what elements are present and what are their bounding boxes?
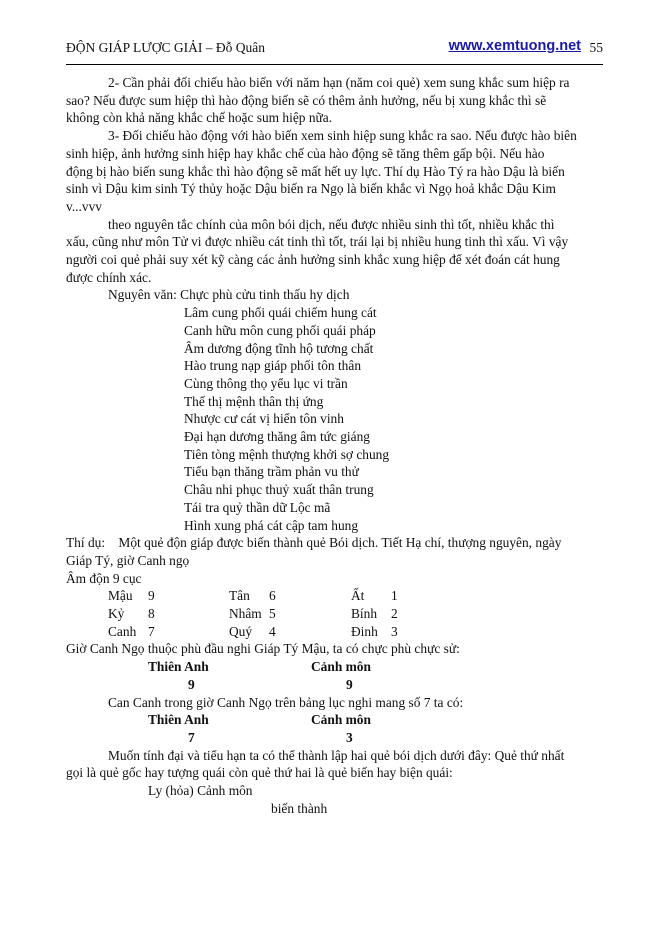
verse-line: Tiên tòng mệnh thượng khởi sợ chung xyxy=(184,446,390,462)
table-cell: 5 xyxy=(269,606,276,622)
ly-canh-mon: Ly (hỏa) Cảnh môn xyxy=(148,783,253,799)
text-line: không còn khả năng khắc chế hoặc sum hiệp nữa. xyxy=(66,110,333,126)
verse-line: Nhược cư cát vị hiển tôn vinh xyxy=(184,411,344,427)
heading-row-2 xyxy=(66,711,603,729)
verse-line: Hào trung nạp giáp phối tôn thân xyxy=(184,358,362,374)
text-line: được chính xác. xyxy=(66,269,152,285)
table-cell: 7 xyxy=(148,623,155,639)
verse-line: Hình xung phá cát cập tam hung xyxy=(184,517,359,533)
text-line: v...vvv xyxy=(66,198,102,214)
ly-row xyxy=(66,782,603,800)
verse-line: Tái tra quỷ thần dữ Lộc mã xyxy=(184,499,331,515)
table-cell: Canh xyxy=(108,623,137,639)
example-text: Một quẻ độn giáp được biến thành quẻ Bói dịch. Tiết Hạ chí, thượng nguyên, ngày xyxy=(118,535,562,551)
table-row xyxy=(66,587,603,605)
table-cell: Kỷ xyxy=(108,606,125,622)
table-cell: 9 xyxy=(148,588,155,604)
table-cell: Mậu xyxy=(108,588,133,604)
heading-left-number: 7 xyxy=(188,729,195,745)
text-line: xấu, cũng như môn Tử vi được nhiều cát tinh thì tốt, trái lại bị nhiều hung tinh thì xấu. Vì vậy xyxy=(66,234,569,250)
example-first-line xyxy=(66,534,603,552)
paragraph-2 xyxy=(66,127,603,216)
heading-left: Thiên Anh xyxy=(148,659,209,675)
heading-right-number: 9 xyxy=(346,676,353,692)
heading-left-number: 9 xyxy=(188,676,195,692)
page-number: 55 xyxy=(589,40,603,55)
table-cell: 3 xyxy=(391,623,398,639)
heading-left: Thiên Anh xyxy=(148,712,209,728)
heading-right: Cảnh môn xyxy=(311,659,371,675)
am-don-line: Âm độn 9 cục xyxy=(66,570,142,586)
gio-canh-ngo-line: Giờ Canh Ngọ thuộc phù đầu nghi Giáp Tý Mậu, ta có chực phù chực sử: xyxy=(66,641,460,657)
verse-line: Chực phù cửu tinh thấu hy dịch xyxy=(180,287,350,303)
verse-line: Lâm cung phối quái chiếm hung cát xyxy=(184,305,377,321)
text-line: sao? Nếu được sum hiệp thì hào động biến sẽ có thêm ảnh hưởng, nếu bị xung khắc thì sẽ xyxy=(66,92,547,108)
can-canh-line: Can Canh trong giờ Canh Ngọ trên bảng lục nghi mang số 7 ta có: xyxy=(108,694,464,710)
text-line: 3- Đối chiếu hào động với hào biến xem sinh hiệp sung khắc ra sao. Nếu được hào biên xyxy=(108,128,577,144)
table-cell: Đinh xyxy=(351,623,378,639)
heading-row-1 xyxy=(66,658,603,676)
table-cell: Ất xyxy=(351,588,365,604)
text-line: 2- Cần phải đối chiếu hào biến với năm hạn (năm coi quẻ) xem sung khắc sum hiệp ra xyxy=(108,75,570,90)
text-line: người coi quẻ phải suy xét kỹ càng các ảnh hưởng sinh khắc xung hiệp để xét đoán cát hung xyxy=(66,252,560,268)
verse-line: Đại hạn dương thăng âm tức giáng xyxy=(184,429,370,445)
table-cell: 8 xyxy=(148,606,155,622)
text-line: sinh hiệp, ảnh hưởng sinh hiệp hay khắc chế của hào động sẽ tăng thêm gấp bội. Nếu hào xyxy=(66,145,545,161)
page-header xyxy=(66,38,603,65)
verse-line: Cùng thông thọ yểu lục vi trần xyxy=(184,375,348,391)
verse-line: Thế thị mệnh thân thị ứng xyxy=(184,393,324,409)
table-cell: Nhâm xyxy=(229,606,262,622)
book-title: ĐỘN GIÁP LƯỢC GIẢI – Đỗ Quân xyxy=(66,40,265,55)
verse-line: Âm dương động tĩnh hộ tương chất xyxy=(184,340,374,356)
bien-thanh-row xyxy=(66,800,603,818)
table-cell: Bính xyxy=(351,606,378,622)
table-row xyxy=(66,605,603,623)
example-label: Thí dụ: xyxy=(66,535,106,551)
paragraph-1 xyxy=(66,74,603,127)
verse-line: Tiểu bạn thăng trầm phản vu thử xyxy=(184,464,359,480)
paragraph-3 xyxy=(66,216,603,287)
example-text-line2: Giáp Tý, giờ Canh ngọ xyxy=(66,552,190,568)
table-cell: Tân xyxy=(229,588,250,604)
website-link[interactable]: www.xemtuong.net xyxy=(448,38,581,54)
heading-right-number: 3 xyxy=(346,729,353,745)
verse-first-line xyxy=(66,286,603,304)
text-line: động bị hào biến sung khắc thì hào động sẽ mất hết uy lực. Thí dụ Hào Tý ra hào Dậu là biến xyxy=(66,163,565,179)
table-cell: 2 xyxy=(391,606,398,622)
heading-right: Cảnh môn xyxy=(311,712,371,728)
example-block xyxy=(66,534,603,817)
table-row xyxy=(66,623,603,641)
luc-nghi-table xyxy=(66,587,603,640)
heading-num-row-1 xyxy=(66,676,603,694)
text-line: theo nguyên tắc chính của môn bói dịch, nếu được nhiều sinh thì tốt, nhiều khắc thì xyxy=(108,216,555,232)
final-paragraph-line: Muốn tính đại và tiểu hạn ta có thể thành lập hai quẻ bói dịch dưới đây: Quẻ thứ nhất xyxy=(108,747,565,763)
heading-num-row-2 xyxy=(66,729,603,747)
table-cell: 6 xyxy=(269,588,276,604)
verse-line: Châu nhi phục thuỷ xuất thân trung xyxy=(184,482,374,498)
verse-label: Nguyên văn: xyxy=(108,287,177,303)
bien-thanh: biến thành xyxy=(271,800,328,816)
verse-line: Canh hữu môn cung phối quái pháp xyxy=(184,322,376,338)
final-paragraph-line: gọi là quẻ gốc hay tượng quái còn quẻ thứ hai là quẻ biến hay biện quái: xyxy=(66,765,453,781)
verse-block xyxy=(66,286,603,534)
table-cell: 1 xyxy=(391,588,398,604)
table-cell: 4 xyxy=(269,623,276,639)
page-body xyxy=(66,74,603,817)
text-line: sinh vì Dậu kim sinh Tý thủy hoặc Dậu biến ra Ngọ là biến khắc vì Ngọ hoả khắc Dậu Kim xyxy=(66,181,556,197)
table-cell: Quý xyxy=(229,623,253,639)
